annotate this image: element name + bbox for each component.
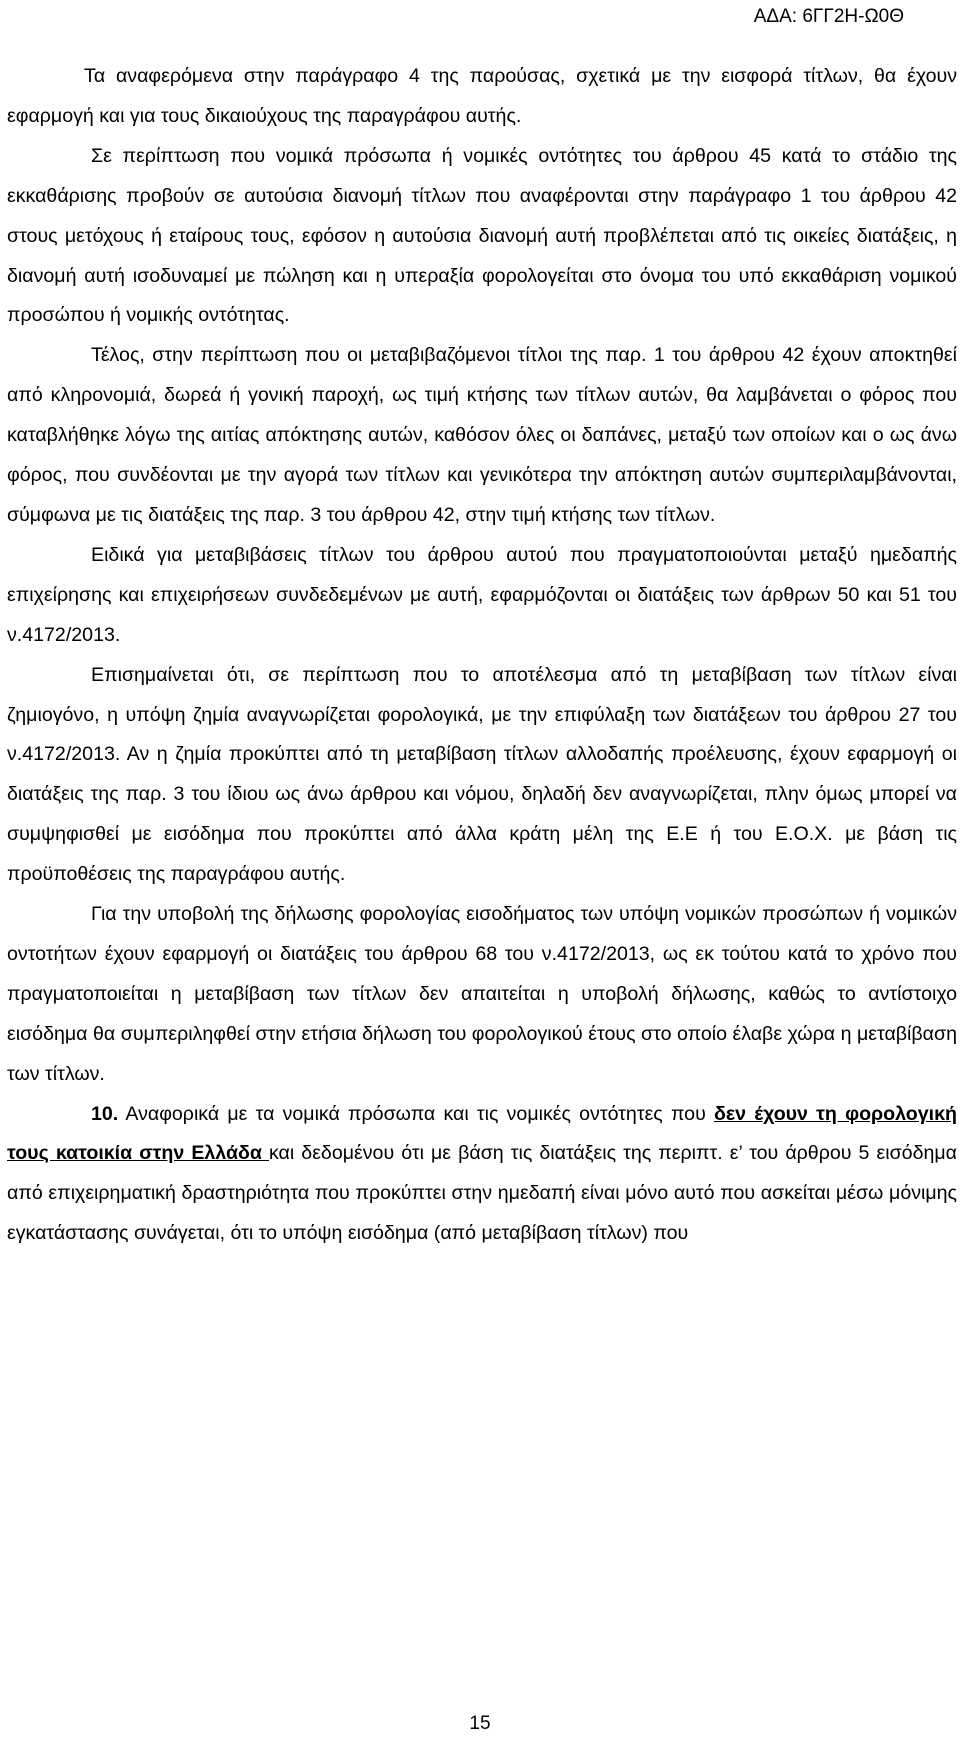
- section-emphasis: δεν έχουν τη φορολογική τους κατοικία στην Ελλάδα: [7, 1102, 958, 1165]
- paragraph-liquidation: Σε περίπτωση που νομικά πρόσωπα ή νομικές οντότητες του άρθρου 45 κατά το στάδιο της εκκαθάρισης προβούν σε αυτούσια διανομή τίτλων που αναφέρονται στην παράγραφο 1 του άρθρου 42 στους μετόχους ή εταίρους τους, εφόσον η αυτούσια διανομή αυτή προβλέπεται από τις οικείες διατάξεις, η διανομή αυτή ισοδυναμεί με πώληση και η υπεραξία φορολογείται στο όνομα του υπό εκκαθάριση νομικού προσώπου ή νομικής οντότητας.: [7, 144, 957, 327]
- paragraph-loss: Επισημαίνεται ότι, σε περίπτωση που το αποτέλεσμα από τη μεταβίβαση των τίτλων είναι ζημιογόνο, η υπόψη ζημία αναγνωρίζεται φορολογικά, με την επιφύλαξη των διατάξεων του άρθρου 27 του ν.4172/2013. Αν η ζημία προκύπτει από τη μεταβίβαση τίτλων αλλοδαπής προέλευσης, έχουν εφαρμογή οι διατάξεις της παρ. 3 του ίδιου ως άνω άρθρου και νόμου, δηλαδή δεν αναγνωρίζεται, πλην όμως μπορεί να συμψηφισθεί με εισόδημα που προκύπτει από άλλα κράτη μέλη της Ε.Ε ή του Ε.Ο.Χ. με βάση τις προϋποθέσεις της παραγράφου αυτής.: [7, 663, 957, 886]
- section-number: 10.: [91, 1102, 119, 1125]
- ada-code: ΑΔΑ: 6ΓΓ2Η-Ω0Θ: [753, 6, 904, 27]
- paragraph-inheritance: Τέλος, στην περίπτωση που οι μεταβιβαζόμενοι τίτλοι της παρ. 1 του άρθρου 42 έχουν αποκτηθεί από κληρονομιά, δωρεά ή γονική παροχή, ως τιμή κτήσης των τίτλων αυτών, θα λαμβάνεται ο φόρος που καταβλήθηκε λόγω της αιτίας απόκτησης αυτών, καθόσον όλες οι δαπάνες, μεταξύ των οποίων και ο ως άνω φόρος, που συνδέονται με την αγορά των τίτλων και γενικότερα την απόκτηση αυτών συμπεριλαμβάνονται, σύμφωνα με τις διατάξεις της παρ. 3 του άρθρου 42, στην τιμή κτήσης των τίτλων.: [7, 344, 957, 526]
- page-number: 15: [469, 1713, 491, 1734]
- paragraph-foreign-entities: [7, 1095, 957, 1255]
- paragraph-tax-return: Για την υποβολή της δήλωσης φορολογίας εισοδήματος των υπόψη νομικών προσώπων ή νομικών οντοτήτων έχουν εφαρμογή οι διατάξεις του άρθρου 68 του ν.4172/2013, ως εκ τούτου κατά το χρόνο που πραγματοποιείται η μεταβίβαση των τίτλων δεν απαιτείται η υποβολή δήλωσης, καθώς το αντίστοιχο εισόδημα θα συμπεριληφθεί στην ετήσια δήλωση του φορολογικού έτους στο οποίο έλαβε χώρα η μεταβίβαση των τίτλων.: [7, 903, 957, 1085]
- document-body: [7, 57, 957, 1254]
- section-text-rest: και δεδομένου ότι με βάση τις διατάξεις της περιπτ. ε’ του άρθρου 5 εισόδημα από επιχειρηματική δραστηριότητα που προκύπτει στην ημεδαπή είναι μόνο αυτό που ασκείται μέσω μόνιμης εγκατάστασης συνάγεται, ότι το υπόψη εισόδημα (από μεταβίβαση τίτλων) που: [7, 1142, 957, 1245]
- section-text-intro: Αναφορικά με τα νομικά πρόσωπα και τις νομικές οντότητες που: [118, 1102, 714, 1125]
- paragraph-related-companies: Ειδικά για μεταβιβάσεις τίτλων του άρθρου αυτού που πραγματοποιούνται μεταξύ ημεδαπής επιχείρησης και επιχειρήσεων συνδεδεμένων με αυτή, εφαρμόζονται οι διατάξεις των άρθρων 50 και 51 του ν.4172/2013.: [7, 543, 957, 646]
- paragraph-contribution: Τα αναφερόμενα στην παράγραφο 4 της παρούσας, σχετικά με την εισφορά τίτλων, θα έχουν εφαρμογή και για τους δικαιούχους της παραγράφου αυτής.: [7, 65, 957, 127]
